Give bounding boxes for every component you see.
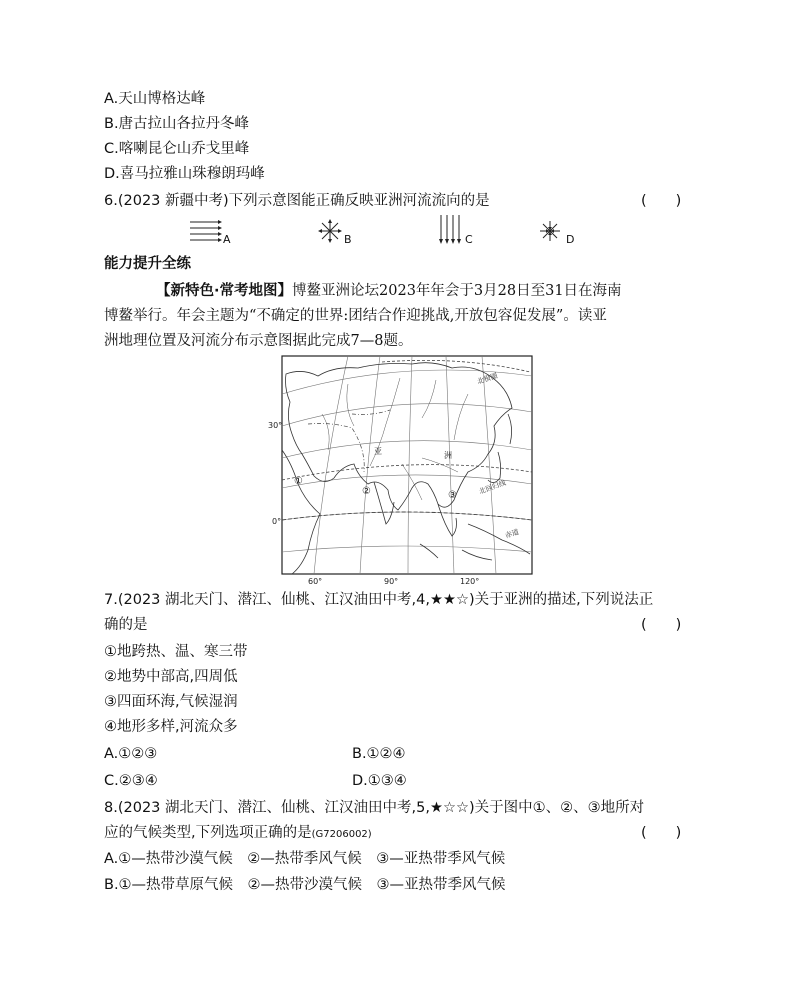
lon-label-90: 90° xyxy=(384,577,399,586)
q7-statement-3: ③四面环海,气候湿润 xyxy=(104,694,238,710)
q7-stem-line-1: 7.(2023 湖北天门、潜江、仙桃、江汉油田中考,4,★★☆)关于亚洲的描述,下列说法正 xyxy=(104,592,654,608)
q8-option-a: A.①—热带沙漠气候 ②—热带季风气候 ③—亚热带季风气候 xyxy=(104,851,506,867)
q7-option-d: D.①③④ xyxy=(352,773,407,789)
q8-stem-line-2 xyxy=(104,823,372,845)
lat-label-30: 30° xyxy=(268,421,283,430)
intro-line-3: 洲地理位置及河流分布示意图据此完成7—8题。 xyxy=(104,333,413,349)
q7-statement-4: ④地形多样,河流众多 xyxy=(104,719,238,735)
q5-option-d: D.喜马拉雅山珠穆朗玛峰 xyxy=(104,166,265,182)
intro-tag: 【新特色·常考地图】 xyxy=(156,283,293,299)
label-zhou: 洲 xyxy=(444,451,452,460)
q8-option-b: B.①—热带草原气候 ②—热带沙漠气候 ③—亚热带季风气候 xyxy=(104,877,506,893)
q5-option-c: C.喀喇昆仑山乔戈里峰 xyxy=(104,141,250,157)
lon-label-60: 60° xyxy=(308,577,323,586)
q7-statement-2: ②地势中部高,四周低 xyxy=(104,669,238,685)
q6-diagram-a xyxy=(188,218,236,246)
intro-line-2: 博鳌举行。年会主题为“不确定的世界:团结合作迎挑战,开放包容促发展”。读亚 xyxy=(104,308,607,324)
asia-river-map xyxy=(262,354,538,588)
q6-label-d: D xyxy=(566,233,575,246)
q5-option-a: A.天山博格达峰 xyxy=(104,91,206,107)
label-equator: 赤道 xyxy=(504,527,520,540)
q6-label-b: B xyxy=(344,233,352,246)
q5-option-b: B.唐古拉山各拉丹冬峰 xyxy=(104,116,250,132)
q7-answer-paren: ( ) xyxy=(641,617,682,633)
marker-1: ① xyxy=(294,476,303,487)
label-tropic-of-cancer: 北回归线 xyxy=(477,478,507,496)
label-ya: 亚 xyxy=(374,447,382,456)
q7-statement-1: ①地跨热、温、寒三带 xyxy=(104,644,248,660)
q6-answer-paren: ( ) xyxy=(641,193,682,209)
label-arctic-circle: 北极圈 xyxy=(476,371,499,386)
q6-label-c: C xyxy=(465,233,473,246)
q6-diagram-c xyxy=(437,214,481,246)
intro-line-1 xyxy=(156,281,622,301)
q7-option-b: B.①②④ xyxy=(352,746,406,762)
lon-label-120: 120° xyxy=(460,577,480,586)
q6-label-a: A xyxy=(223,233,231,246)
marker-3: ③ xyxy=(448,490,457,501)
q7-option-a: A.①②③ xyxy=(104,746,158,762)
section-title: 能力提升全练 xyxy=(104,256,191,272)
q6-diagram-d xyxy=(536,218,580,246)
marker-2: ② xyxy=(362,486,371,497)
q8-stem-text: 应的气候类型,下列选项正确的是 xyxy=(104,825,312,841)
q6-stem: 6.(2023 新疆中考)下列示意图能正确反映亚洲河流流向的是 xyxy=(104,193,490,209)
q8-answer-paren: ( ) xyxy=(641,825,682,841)
lat-label-0: 0° xyxy=(272,517,282,526)
q6-diagram-b xyxy=(316,218,358,246)
q7-option-c: C.②③④ xyxy=(104,773,158,789)
intro-text-1: 博鳌亚洲论坛2023年年会于3月28日至31日在海南 xyxy=(292,283,622,299)
q8-stem-line-1: 8.(2023 湖北天门、潜江、仙桃、江汉油田中考,5,★☆☆)关于图中①、②、③地所对 xyxy=(104,800,645,816)
q8-code: (G7206002) xyxy=(311,829,372,840)
q7-stem-line-2: 确的是 xyxy=(104,617,148,633)
